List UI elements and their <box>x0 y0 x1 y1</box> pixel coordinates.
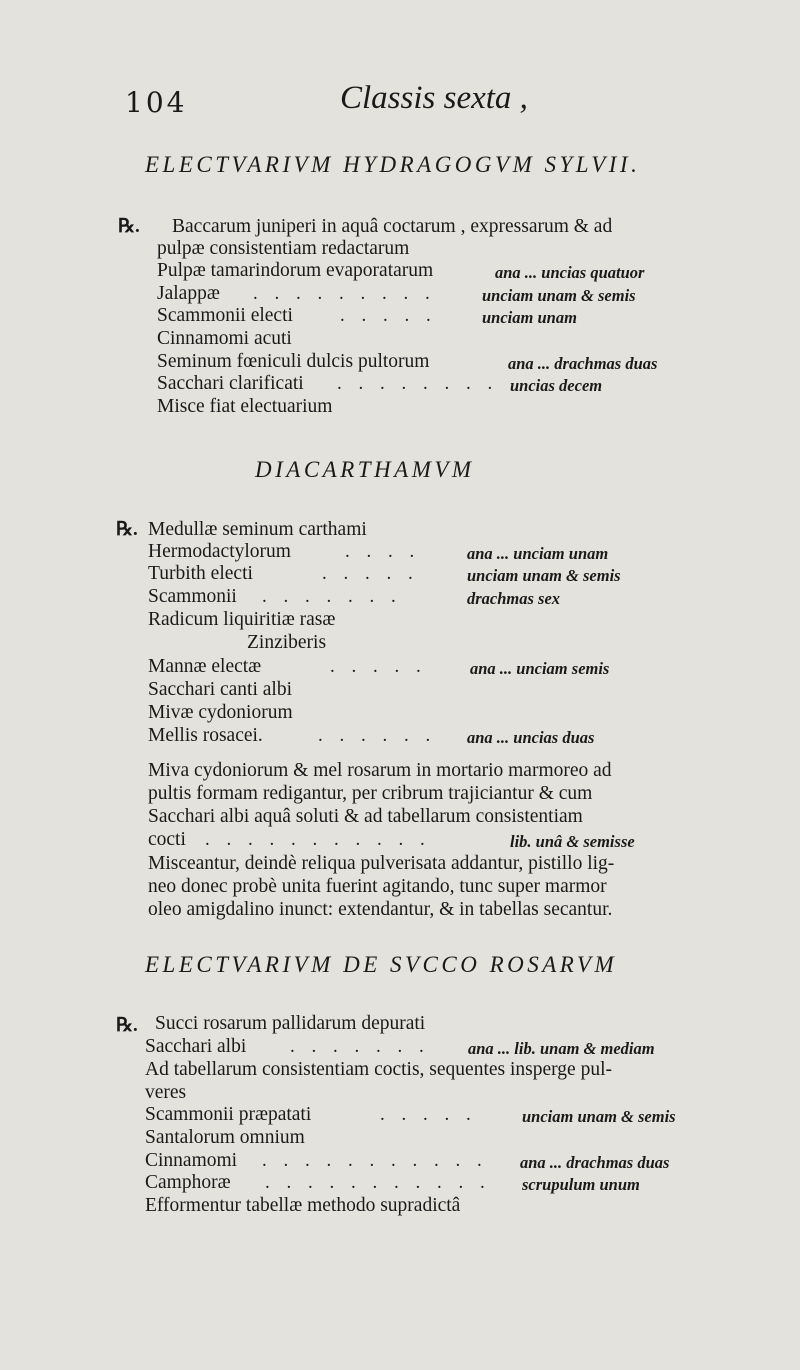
leader-dots: . . . . . . . . . <box>253 283 436 304</box>
recipe-line: Mellis rosacei. <box>148 725 263 746</box>
recipe-line: Misce fiat electuarium <box>157 396 333 417</box>
dose: ana ... unciam unam <box>467 544 609 563</box>
recipe-line: Sacchari albi <box>145 1036 247 1057</box>
dose: ana ... drachmas duas <box>508 354 658 373</box>
recipe-line: Medullæ seminum carthami <box>148 519 367 540</box>
running-head <box>125 80 745 130</box>
dose: uncias decem <box>510 376 603 395</box>
recipe-line: Scammonii electi <box>157 305 293 326</box>
recipe-line: Seminum fœniculi dulcis pultorum <box>157 351 430 372</box>
leader-dots: . . . . . . . . . . . <box>265 1172 491 1193</box>
recipe-line: Zinziberis <box>247 632 327 653</box>
section-title-diacarthamum: DIACARTHAMVM <box>255 457 475 482</box>
paragraph-line: Sacchari albi aquâ soluti & ad tabellarum consistentiam <box>148 806 583 827</box>
section-title-electuarium-hydragogum: ELECTVARIVM HYDRAGOGVM SYLVII. <box>145 152 641 177</box>
leader-dots: . . . . . . . <box>262 586 402 607</box>
recipe-line: veres <box>145 1082 187 1103</box>
recipe-line: Turbith electi <box>148 563 253 584</box>
recipe-line: Scammonii præpatati <box>145 1104 312 1125</box>
recipe-line: Sacchari clarificati <box>157 373 304 394</box>
dose: unciam unam & semis <box>467 566 621 585</box>
dose: unciam unam & semis <box>482 286 636 305</box>
recipe-line: Cinnamomi <box>145 1150 238 1171</box>
running-title: Classis sexta , <box>340 80 528 116</box>
recipe-line: pulpæ consistentiam redactarum <box>157 238 410 259</box>
dose: scrupulum unum <box>522 1175 640 1194</box>
recipe-line: Jalappæ <box>157 283 220 304</box>
recipe-line: Mannæ electæ <box>148 656 262 677</box>
leader-dots: . . . . . . . . <box>337 373 499 394</box>
leader-dots: . . . . <box>345 541 421 562</box>
recipe-line: Santalorum omnium <box>145 1127 305 1148</box>
paragraph-line: pultis formam redigantur, per cribrum trajiciantur & cum <box>148 783 593 804</box>
recipe-line: Cinnamomi acuti <box>157 328 292 349</box>
recipe-symbol: ℞. <box>116 1015 138 1036</box>
recipe-line: Scammonii <box>148 586 237 607</box>
leader-dots: . . . . . <box>340 305 437 326</box>
leader-dots: . . . . . <box>330 656 427 677</box>
dose: ana ... uncias quatuor <box>495 263 645 282</box>
paragraph-line: oleo amigdalino inunct: extendantur, & in tabellas secantur. <box>148 899 613 920</box>
recipe-line: Succi rosarum pallidarum depurati <box>155 1013 426 1034</box>
dose: ana ... unciam semis <box>470 659 610 678</box>
recipe-line: Camphoræ <box>145 1172 231 1193</box>
recipe-symbol: ℞. <box>118 216 140 237</box>
dose: lib. unâ & semisse <box>510 832 635 851</box>
dose: ana ... drachmas duas <box>520 1153 670 1172</box>
leader-dots: . . . . . . <box>318 725 437 746</box>
section-title-electuarium-de-succo-rosarum: ELECTVARIVM DE SVCCO ROSARVM <box>145 952 618 977</box>
dose: ana ... uncias duas <box>467 728 595 747</box>
recipe-line: Ad tabellarum consistentiam coctis, sequentes insperge pul- <box>145 1059 612 1080</box>
dose: ana ... lib. unam & mediam <box>468 1039 655 1058</box>
paragraph-line: cocti <box>148 829 186 850</box>
paragraph-line: Misceantur, deindè reliqua pulverisata addantur, pistillo lig- <box>148 853 615 874</box>
leader-dots: . . . . . . . . . . . <box>262 1150 488 1171</box>
recipe-line: Mivæ cydoniorum <box>148 702 293 723</box>
paragraph-line: Miva cydoniorum & mel rosarum in mortario marmoreo ad <box>148 760 612 781</box>
page-number: 104 <box>125 86 188 119</box>
dose: unciam unam <box>482 308 577 327</box>
leader-dots: . . . . . <box>322 563 419 584</box>
recipe-line: Radicum liquiritiæ rasæ <box>148 609 336 630</box>
recipe-symbol: ℞. <box>116 519 138 540</box>
recipe-line: Hermodactylorum <box>148 541 291 562</box>
recipe-line: Efformentur tabellæ methodo supradictâ <box>145 1195 461 1216</box>
dose: unciam unam & semis <box>522 1107 676 1126</box>
leader-dots: . . . . . . . . . . . <box>205 829 431 850</box>
leader-dots: . . . . . <box>380 1104 477 1125</box>
recipe-line: Sacchari canti albi <box>148 679 293 700</box>
dose: drachmas sex <box>467 589 561 608</box>
leader-dots: . . . . . . . <box>290 1036 430 1057</box>
paragraph-line: neo donec probè unita fuerint agitando, tunc super marmor <box>148 876 607 897</box>
recipe-line: Pulpæ tamarindorum evaporatarum <box>157 260 434 281</box>
recipe-line: Baccarum juniperi in aquâ coctarum , expressarum & ad <box>172 216 613 237</box>
